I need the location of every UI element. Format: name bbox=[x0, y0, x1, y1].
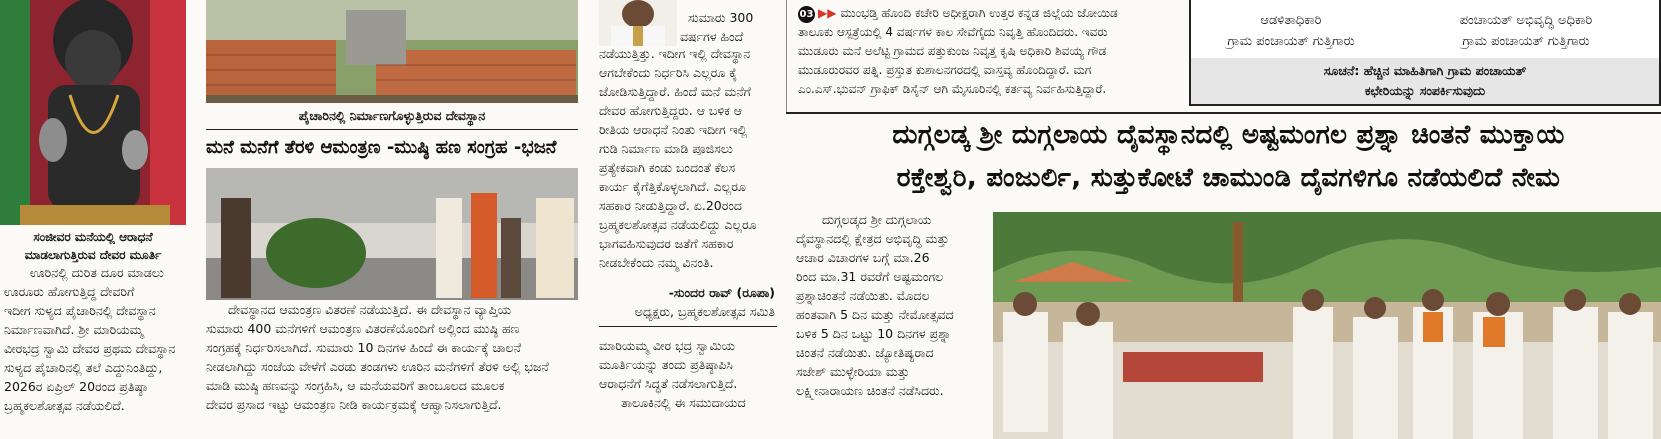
story-line: ಹಂತವಾಗಿ 5 ದಿನ ಮತ್ತು ನೇಮೋತ್ಸವದ bbox=[796, 307, 954, 322]
meeting-photo bbox=[993, 212, 1661, 439]
col2-line: ಸಂಗ್ರಹಕ್ಕೆ ನಿರ್ಧರಿಸಲಾಗಿದೆ. ಸುಮಾರು 10 ದಿನಗಳ ಹಿಂದೆ ಈ ಕಾರ್ಯಕ್ಕೆ ಚಾಲನೆ bbox=[206, 340, 522, 355]
item-number-badge: 03 bbox=[798, 6, 815, 23]
col4-line: ಮುಡೂರು ಮನೆ ಅಲೆಟ್ಟಿ ಗ್ರಾಮದ ಪತ್ತುಕುಂಜ ನಿವೃತ್ತ ಕೃಷಿ ಅಧಿಕಾರಿ ಶಿವಯ್ಯ ಗೌಡ bbox=[798, 44, 1107, 58]
col4-line: ಮುಡೂರುರವರ ಪತ್ನಿ. ಪ್ರಸ್ತುತ ಕುಶಾಲನಗರದಲ್ಲಿ ವಾಸ್ತವ್ಯ ಹೊಂದಿದ್ದಾರೆ. ಮಗ bbox=[798, 63, 1092, 77]
col1-line: ನಿರ್ಮಾಣವಾಗಿದೆ. ಶ್ರೀ ಮಾರಿಯಮ್ಮ bbox=[4, 322, 144, 337]
temple-construction-photo bbox=[206, 0, 578, 103]
col3-line: ಭಾಗವಹಿಸುವುದರ ಜತೆಗೆ ಸಹಕಾರ bbox=[599, 236, 734, 251]
story-line: ದೈವಸ್ಥಾನದಲ್ಲಿ ಕ್ಷೇತ್ರದ ಅಭಿವೃದ್ಧಿ ಮತ್ತು bbox=[796, 231, 950, 246]
col4-line: ಎಂ.ಎಸ್.ಭುವನ್ ಗ್ರಾಫಿಕ್ ಡಿಸೈನ್ ಆಗಿ ಮೈಸೂರಿನಲ್ಲಿ ಕರ್ತವ್ಯ ನಿರ್ವಹಿಸುತ್ತಿದ್ದಾರೆ. bbox=[798, 82, 1107, 96]
col3-signature: -ಸುಂದರ ರಾವ್ (ರೂಪಾ) bbox=[668, 285, 775, 300]
col3-line: ರೀತಿಯ ಆರಾಧನೆ ನಿಂತು ಇದೀಗ ಇಲ್ಲಿ bbox=[599, 122, 748, 137]
idol-caption-line: ಮಾಡಲಾಗುತ್ತಿರುವ ದೇವರ ಮೂರ್ತಿ bbox=[24, 248, 162, 262]
col2-line: ಸುಮಾರು 400 ಮನೆಗಳಿಗೆ ಆಮಂತ್ರಣ ವಿತರಣೆಯೊಂದಿಗೆ ಅಲ್ಲಿಂದ ಮುಷ್ಠಿ ಹಣ bbox=[206, 321, 520, 336]
story-line: ರಿಂದ ಮಾ.31 ರವರೆಗೆ ಅಷ್ಟಮಂಗಲ bbox=[796, 269, 944, 284]
temple-photo-caption: ಪೈಚಾರಿನಲ್ಲಿ ನಿರ್ಮಾಣಗೊಳ್ಳುತ್ತಿರುವ ದೇವಸ್ಥಾನ bbox=[298, 108, 486, 123]
col3-line: ದೇವರ ಹೋಗುತ್ತಿದ್ದರು. ಆ ಬಳಿಕ ಆ bbox=[599, 103, 743, 118]
col4-line: ತಾಲೂಕು ಆಸ್ಪತ್ರೆಯಲ್ಲಿ 4 ವರ್ಷಗಳ ಕಾಲ ಸೇವೆಗೈದು ನಿವೃತ್ತಿ ಹೊಂದಿದರು. ಇವರು bbox=[798, 25, 1108, 39]
col3-line: ಬ್ರಹ್ಮಕಲಶೋತ್ಸವ ನಡೆಯಲಿದ್ದು ಎಲ್ಲರೂ bbox=[599, 217, 757, 232]
col3-line: ಮಾರಿಯಮ್ಮ ವೀರ ಭದ್ರ ಸ್ವಾಮಿಯ bbox=[599, 338, 735, 353]
col1-line: ವೀರಭದ್ರ ಸ್ವಾಮಿ ದೇವರ ಪ್ರಥಮ ದೇವಸ್ಥಾನ bbox=[4, 341, 176, 356]
col3-top-line: ಸುಮಾರು 300 bbox=[688, 10, 754, 25]
story-line: ಪ್ರಶ್ನಾಚಿಂತನೆ ನಡೆಯಿತು. ಮೊದಲ bbox=[796, 288, 930, 303]
story-headline: ದುಗ್ಗಲಡ್ಕ ಶ್ರೀ ದುಗ್ಗಲಾಯ ದೈವಸ್ಥಾನದಲ್ಲಿ ಅಷ್ಟಮಂಗಲ ಪ್ರಶ್ನಾ ಚಿಂತನೆ ಮುಕ್ತಾಯ bbox=[892, 120, 1565, 150]
col2-line: ದೇವಸ್ಥಾನದ ಆಮಂತ್ರಣ ವಿತರಣೆ ನಡೆಯುತ್ತಿದೆ. ಈ ದೇವಸ್ಥಾನ ವ್ಯಾಪ್ತಿಯ bbox=[228, 302, 512, 317]
panchayat-notice-box bbox=[1189, 0, 1661, 106]
notice-left-title: ಆಡಳಿತಾಧಿಕಾರಿ bbox=[1260, 13, 1322, 28]
story-line: ದುಗ್ಗಲಡ್ಕದ ಶ್ರೀ ದುಗ್ಗಲಾಯ bbox=[822, 212, 932, 227]
story-line: ಬಳಿಕ 5 ದಿನ ಒಟ್ಟು 10 ದಿನಗಳ ಪ್ರಶ್ನಾ bbox=[796, 326, 952, 341]
story-line: ಲಕ್ಷ್ಮೀನಾರಾಯಣ ಚಿಂತನೆ ನಡೆಸಿದರು. bbox=[796, 383, 944, 398]
col3-top-line: ವರ್ಷಗಳ ಹಿಂದೆ bbox=[680, 29, 744, 44]
col3-signature-role: ಅಧ್ಯಕ್ಷರು, ಬ್ರಹ್ಮಕಲಶೋತ್ಸವ ಸಮಿತಿ bbox=[634, 304, 775, 319]
double-arrow-icon: ▶▶ bbox=[818, 6, 837, 20]
col3-line: ಸಹಕಾರ ನೀಡುತ್ತಿದ್ದಾರೆ. ಏ.20ರಂದ bbox=[599, 198, 742, 213]
story-line: ಸಜೇಶ್ ಮುಳ್ಳೇರಿಯಾ ಮತ್ತು bbox=[796, 364, 910, 379]
col1-line: 2026ರ ಏಪ್ರಿಲ್ 20ರಂದ ಪ್ರತಿಷ್ಠಾ bbox=[4, 379, 148, 394]
president-portrait bbox=[599, 0, 677, 46]
col3-line: ಪ್ರತ್ಯೇಕವಾಗಿ ಕಂಡು ಬಂದಂತೆ ಕೆಲಸ bbox=[599, 160, 736, 175]
bhajan-photo bbox=[206, 168, 578, 300]
col1-line: ಊರಿನಲ್ಲಿ ದುರಿತ ದೂರ ಮಾಡಲು bbox=[30, 265, 164, 280]
col2-headline: ಮನೆ ಮನೆಗೆ ತೆರಳಿ ಆಮಂತ್ರಣ -ಮುಷ್ಠಿ ಹಣ ಸಂಗ್ರಹ -ಭಜನೆ bbox=[206, 137, 557, 158]
col3-line: ಆರಾಧನೆಗೆ ಸಿದ್ಧತೆ ನಡೆಸಲಾಗುತ್ತಿದೆ. bbox=[599, 376, 738, 391]
col1-line: ಬ್ರಹ್ಮಕಲಶೋತ್ಸವ ನಡೆಯಲಿದೆ. bbox=[4, 398, 125, 413]
notice-note-line: ಸೂಚನೆ: ಹೆಚ್ಚಿನ ಮಾಹಿತಿಗಾಗಿ ಗ್ರಾಮ ಪಂಚಾಯತ್ bbox=[1323, 63, 1527, 78]
col2-line: ಮಾಡಿ ಮುಷ್ಠಿ ಹಣವನ್ನು ಸಂಗ್ರಹಿಸಿ, ಆ ಮನೆಯವರಿಗೆ ತಾಂಬೂಲದ ಮೂಲಕ bbox=[206, 378, 505, 393]
col2-line: ನೀಡಲಾಗಿದ್ದು ಸಂಜೆಯ ವೇಳೆಗೆ ಎರಡು ತಂಡಗಳು ಊರಿನ ಮನೆಗಳಿಗೆ ತೆರಳಿ ಅಲ್ಲಿ ಭಜನೆ bbox=[206, 359, 549, 374]
col3-line: ಗುಡಿ ನಿರ್ಮಾಣ ಮಾಡಿ ಪೂಜಿಸಲು bbox=[599, 141, 733, 156]
col3-line: ಕಾರ್ಯ ಕೈಗೆತ್ತಿಕೊಳ್ಳಲಾಗಿದೆ. ಎಲ್ಲರೂ bbox=[599, 179, 746, 194]
col3-line: ನಡೆಯುತ್ತಿತ್ತು. ಇದೀಗ ಇಲ್ಲಿ ದೇವಸ್ಥಾನ bbox=[599, 46, 751, 61]
story-line: ಆಚಾರ ವಿಚಾರಗಳ ಬಗ್ಗೆ ಮಾ.26 bbox=[796, 250, 930, 265]
notice-right-title: ಪಂಚಾಯತ್ ಅಭಿವೃದ್ಧಿ ಅಧಿಕಾರಿ bbox=[1459, 13, 1593, 28]
story-line: ಚಿಂತನೆ ನಡೆಯಿತು. ಜ್ಯೋತಿಷ್ಯರಾದ bbox=[796, 345, 934, 360]
notice-left-sub: ಗ್ರಾಮ ಪಂಚಾಯತ್ ಗುತ್ತಿಗಾರು bbox=[1227, 34, 1355, 49]
notice-note-line: ಕಛೇರಿಯನ್ನು ಸಂಪರ್ಕಿಸುವುದು bbox=[1364, 83, 1486, 98]
idol-caption-line: ಸಂಜೀವರ ಮನೆಯಲ್ಲಿ ಆರಾಧನೆ bbox=[33, 230, 153, 244]
col2-line: ದೇವರ ಪ್ರಸಾದ ಇಟ್ಟು ಆಮಂತ್ರಣ ನೀಡಿ ಕಾರ್ಯಕ್ರಮಕ್ಕೆ ಆಹ್ವಾನಿಸಲಾಗುತ್ತಿದೆ. bbox=[206, 397, 502, 412]
deity-idol-photo bbox=[0, 0, 186, 225]
col4-line: ಮುಂಭಡ್ತಿ ಹೊಂದಿ ಕಚೇರಿ ಅಧೀಕ್ಷರಾಗಿ ಉತ್ತರ ಕನ್ನಡ ಜಿಲ್ಲೆಯ ಜೋಯಿಡ bbox=[840, 6, 1118, 20]
col1-line: ಊರೂರು ಹೋಗುತ್ತಿದ್ದ ದೇವರಿಗೆ bbox=[4, 284, 135, 299]
notice-right-sub: ಗ್ರಾಮ ಪಂಚಾಯತ್ ಗುತ್ತಿಗಾರು bbox=[1462, 34, 1590, 49]
col3-line: ಮೂರ್ತಿಯನ್ನು ತಂದು ಪ್ರತಿಷ್ಠಾಪಿಸಿ bbox=[599, 357, 733, 372]
col3-line: ಆಗಬೇಕೆಂದು ನಿರ್ಧರಿಸಿ ಎಲ್ಲರೂ ಕೈ bbox=[599, 65, 738, 80]
col3-line: ನೀಡಬೇಕೆಂದು ನಮ್ಮ ವಿನಂತಿ. bbox=[599, 255, 714, 270]
col3-line: ಜೋಡಿಸುತ್ತಿದ್ದಾರೆ. ಹಿಂದೆ ಮನೆ ಮನೆಗೆ bbox=[599, 84, 751, 99]
col1-line: ಇದೀಗ ಸುಳ್ಯದ ಪೈಚಾರಿನಲ್ಲಿ ದೇವಸ್ಥಾನ bbox=[4, 303, 156, 318]
col1-line: ಸುಳ್ಯದ ಪೈಚಾರಿನಲ್ಲಿ ತಲೆ ಎದ್ದುನಿಂತಿದ್ದು, bbox=[4, 360, 163, 375]
story-subheadline: ರಕ್ತೇಶ್ವರಿ, ಪಂಜುರ್ಲಿ, ಸುತ್ತುಕೋಟೆ ಚಾಮುಂಡಿ ದೈವಗಳಿಗೂ ನಡೆಯಲಿದೆ ನೇಮ bbox=[896, 163, 1561, 193]
col3-line: ತಾಲೂಕಿನಲ್ಲಿ ಈ ಸಮುದಾಯದ bbox=[621, 395, 746, 410]
